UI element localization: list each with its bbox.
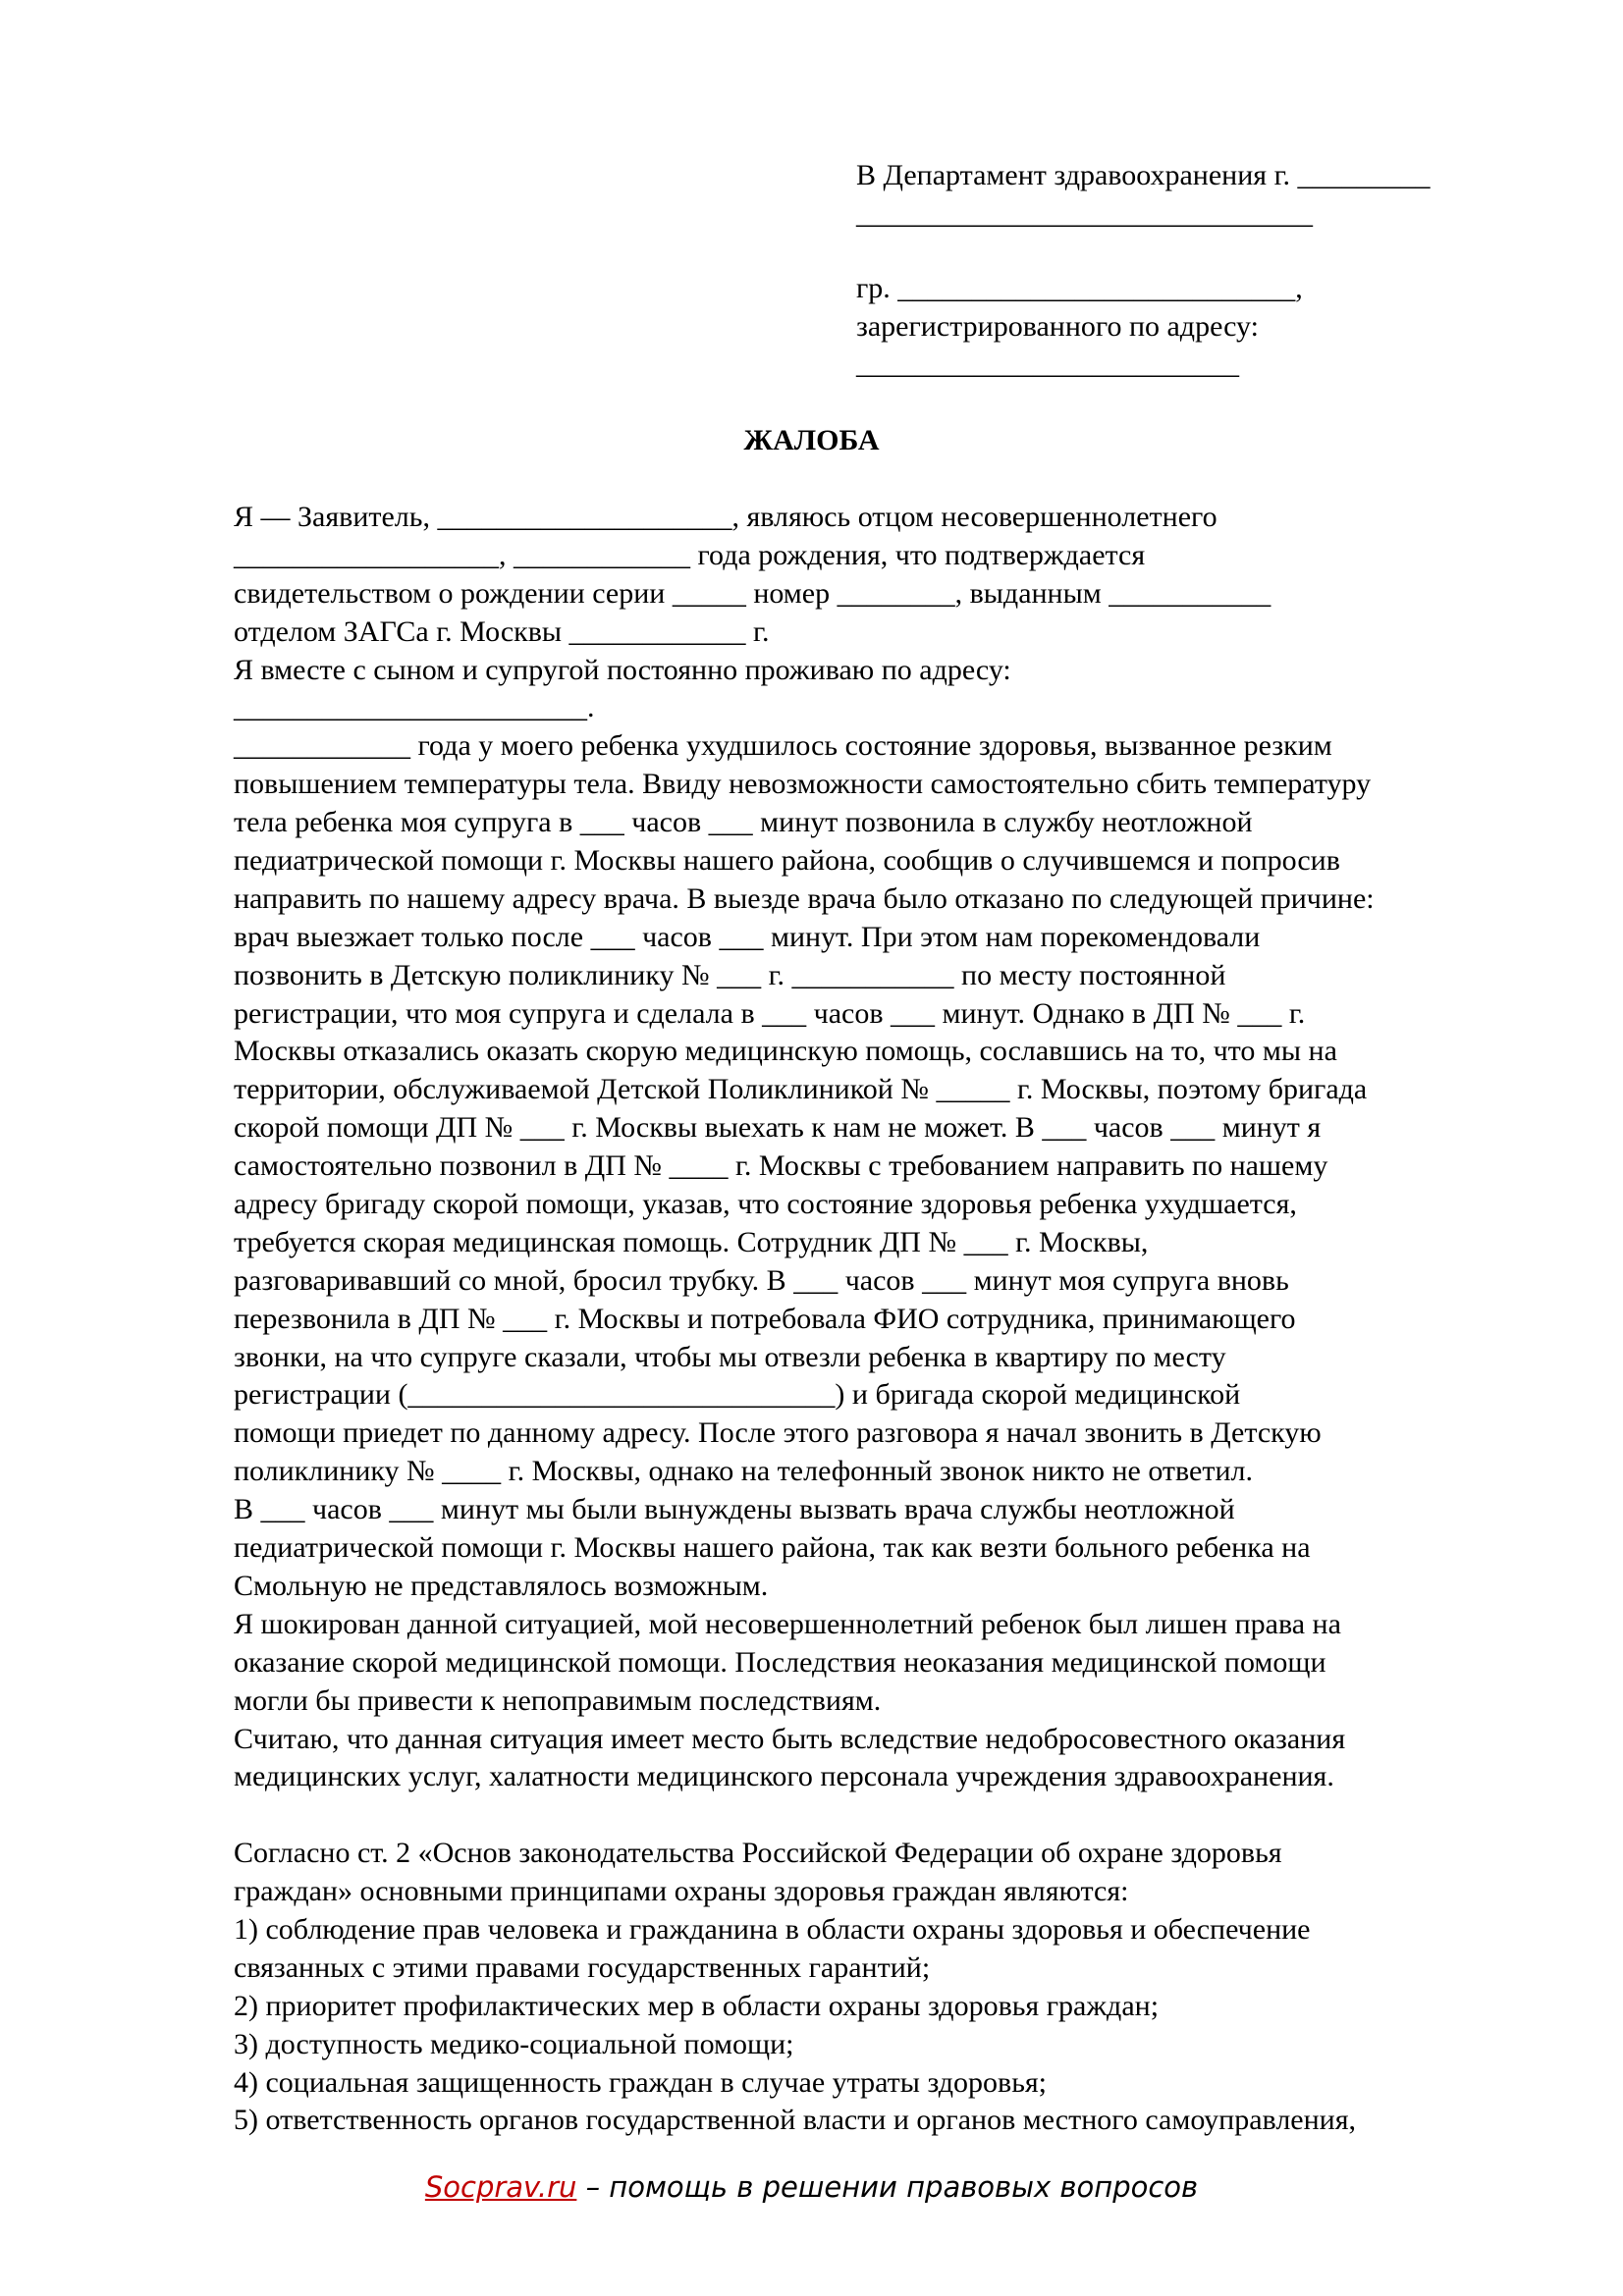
body-line: медицинских услуг, халатности медицинского персонала учреждения здравоохранения.	[234, 1760, 1334, 1793]
body-line: Согласно ст. 2 «Основ законодательства Российской Федерации об охране здоровья	[234, 1837, 1282, 1870]
body-line: оказание скорой медицинской помощи. Последствия неоказания медицинской помощи	[234, 1645, 1326, 1679]
body-line: граждан» основными принципами охраны здоровья граждан являются:	[234, 1875, 1129, 1908]
body-line: ____________ года у моего ребенка ухудшилось состояние здоровья, вызванное резким	[234, 729, 1332, 763]
addressee-gap	[856, 233, 1524, 270]
body-line: направить по нашему адресу врача. В выезде врача было отказано по следующей причине:	[234, 881, 1375, 915]
body-line: требуется скорая медицинская помощь. Сотрудник ДП № ___ г. Москвы,	[234, 1225, 1149, 1258]
body-line: звонки, на что супруге сказали, чтобы мы отвезли ребенка в квартиру по месту	[234, 1340, 1226, 1373]
body-line: могли бы привести к непоправимым последствиям.	[234, 1683, 882, 1717]
body-line: Я шокирован данной ситуацией, мой несовершеннолетний ребенок был лишен права на	[234, 1607, 1341, 1640]
body-line: свидетельством о рождении серии _____ номер ________, выданным ___________	[234, 576, 1271, 610]
body-line: В ___ часов ___ минут мы были вынуждены вызвать врача службы неотложной	[234, 1493, 1235, 1526]
body-line: позвонить в Детскую поликлинику № ___ г. ___________ по месту постоянной	[234, 958, 1226, 991]
addressee-line: В Департамент здравоохранения г. _________	[856, 159, 1431, 191]
body-line: Москвы отказались оказать скорую медицинскую помощь, сославшись на то, что мы на	[234, 1035, 1337, 1068]
body-line: Я — Заявитель, ____________________, являюсь отцом несовершеннолетнего	[234, 501, 1217, 533]
body-line: поликлинику № ____ г. Москвы, однако на телефонный звонок никто не ответил.	[234, 1455, 1253, 1488]
sender-line: зарегистрированного по адресу:	[856, 309, 1259, 343]
body-line: Смольную не представлялось возможным.	[234, 1569, 769, 1602]
body-line: педиатрической помощи г. Москвы нашего района, сообщив о случившемся и попросив	[234, 844, 1340, 878]
body-line: 1) соблюдение прав человека и гражданина в области охраны здоровья и обеспечение	[234, 1912, 1311, 1946]
body-line: регистрации (_____________________________) и бригада скорой медицинской	[234, 1378, 1241, 1412]
paragraph-spacer	[234, 1796, 1488, 1835]
body-line: 3) доступность медико-социальной помощи;	[234, 2027, 794, 2060]
body-line: __________________, ____________ года рождения, что подтверждается	[234, 538, 1146, 571]
body-line: отделом ЗАГСа г. Москвы ____________ г.	[234, 614, 770, 648]
body-line: связанных с этими правами государственных гарантий;	[234, 1950, 931, 1984]
body-line: тела ребенка моя супруга в ___ часов ___ минут позвонила в службу неотложной	[234, 806, 1253, 839]
body-line: педиатрической помощи г. Москвы нашего района, так как везти больного ребенка на	[234, 1531, 1311, 1565]
body-line: скорой помощи ДП № ___ г. Москвы выехать к нам не может. В ___ часов ___ минут я	[234, 1111, 1322, 1145]
body-line: врач выезжает только после ___ часов ___ минут. При этом нам порекомендовали	[234, 920, 1261, 953]
body-line: перезвонила в ДП № ___ г. Москвы и потребовала ФИО сотрудника, принимающего	[234, 1302, 1296, 1335]
body-line: Считаю, что данная ситуация имеет место быть вследствие недобросовестного оказания	[234, 1722, 1346, 1755]
addressee-line: _______________________________	[856, 196, 1313, 230]
body-line: самостоятельно позвонил в ДП № ____ г. Москвы с требованием направить по нашему	[234, 1149, 1328, 1183]
body-line: ________________________.	[234, 691, 595, 724]
body-line: помощи приедет по данному адресу. После этого разговора я начал звонить в Детскую	[234, 1416, 1322, 1450]
body-line: территории, обслуживаемой Детской Поликлиникой № _____ г. Москвы, поэтому бригада	[234, 1073, 1368, 1106]
document-title: ЖАЛОБА	[743, 424, 880, 456]
body-line: 5) ответственность органов государственной власти и органов местного самоуправления,	[234, 2104, 1357, 2137]
body-line: 2) приоритет профилактических мер в области охраны здоровья граждан;	[234, 1989, 1160, 2022]
sender-line: гр. ___________________________,	[856, 272, 1303, 304]
complaint-body	[234, 499, 1488, 2140]
addressee-block	[856, 157, 1524, 384]
body-line: регистрации, что моя супруга и сделала в ___ часов ___ минут. Однако в ДП № ___ г.	[234, 996, 1306, 1030]
body-line: адресу бригаду скорой помощи, указав, что состояние здоровья ребенка ухудшается,	[234, 1188, 1297, 1221]
sender-line: __________________________	[856, 347, 1239, 380]
body-line: разговаривавший со мной, бросил трубку. В ___ часов ___ минут моя супруга вновь	[234, 1263, 1289, 1297]
footer-link[interactable]: Socprav.ru	[424, 2170, 577, 2204]
body-line: повышением температуры тела. Ввиду невозможности самостоятельно сбить температуру	[234, 768, 1372, 801]
footer-tagline: – помощь в решении правовых вопросов	[576, 2170, 1199, 2204]
body-line: 4) социальная защищенность граждан в случае утраты здоровья;	[234, 2065, 1048, 2099]
footer	[0, 2169, 1623, 2205]
body-line: Я вместе с сыном и супругой постоянно проживаю по адресу:	[234, 653, 1011, 686]
